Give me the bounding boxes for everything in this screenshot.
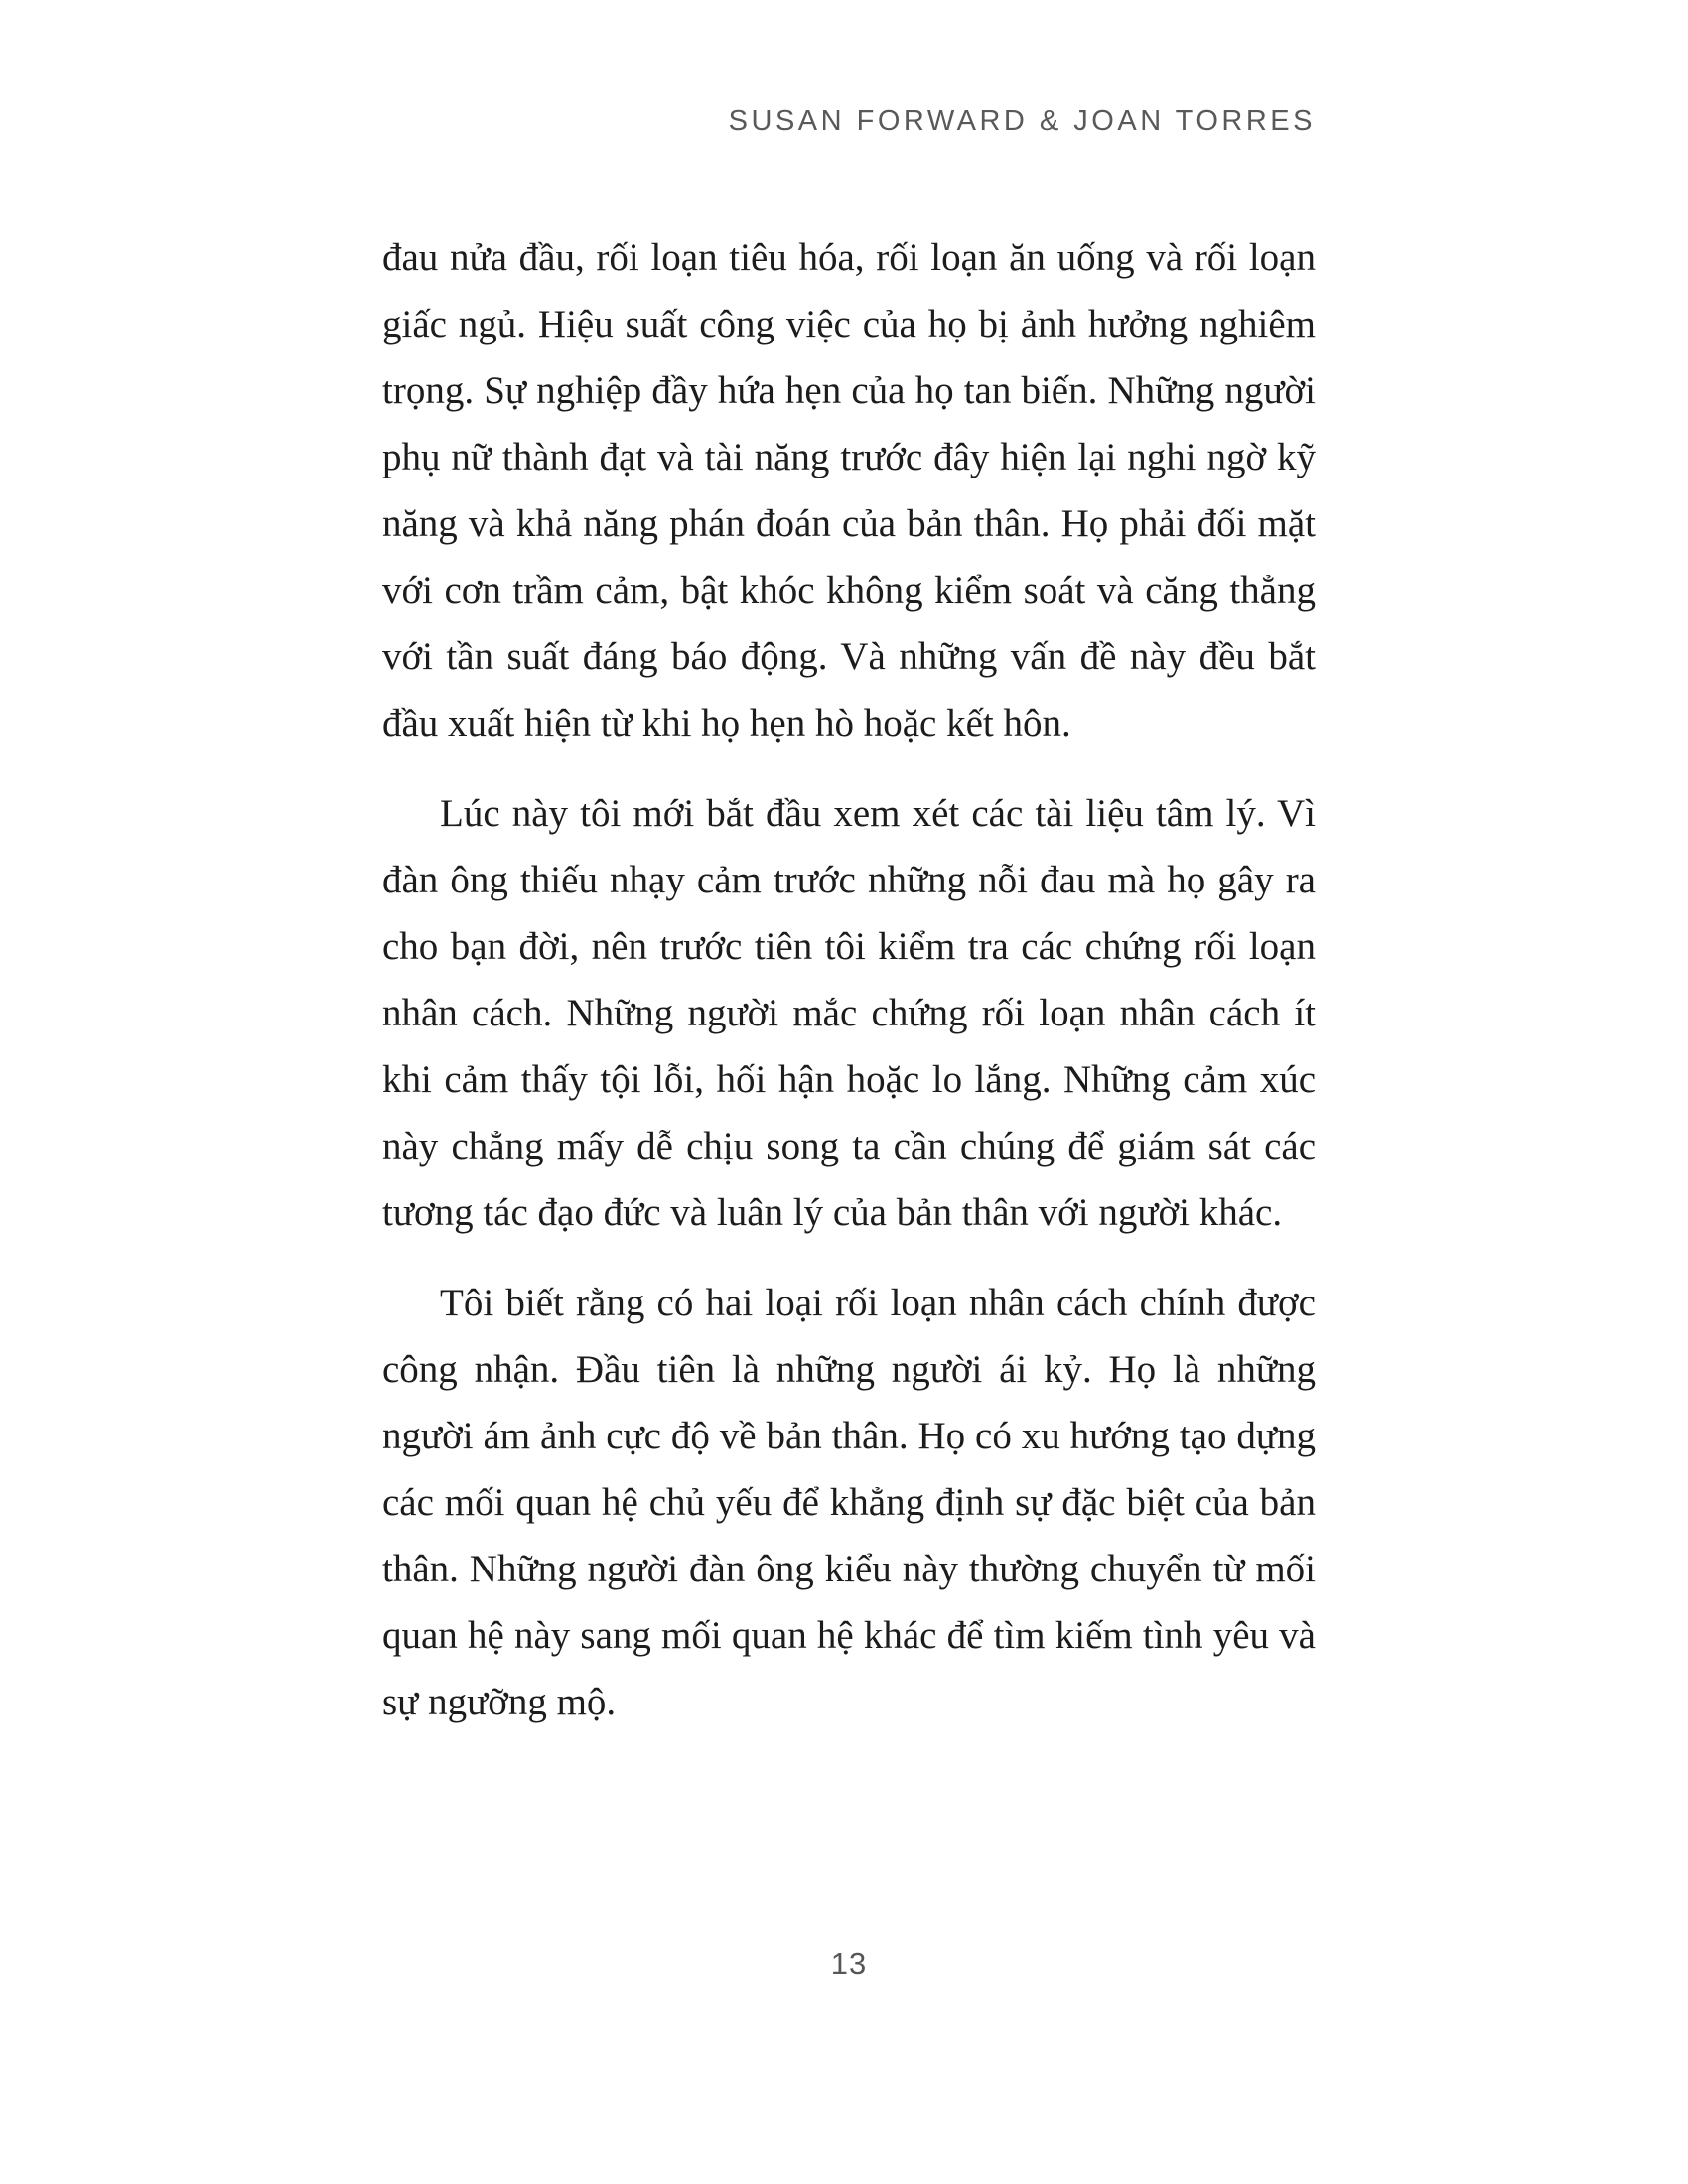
paragraph: Tôi biết rằng có hai loại rối loạn nhân cách chính được công nhận. Đầu tiên là những người ái kỷ. Họ là những người ám ảnh cực độ về bản thân. Họ có xu hướng tạo dựng các mối quan hệ chủ yếu để khẳng định sự đặc biệt của bản thân. Những người đàn ông kiểu này thường chuyển từ mối quan hệ này sang mối quan hệ khác để tìm kiếm tình yêu và sự ngưỡng mộ. [382,1282,1316,1723]
page-number: 13 [830,1946,868,1980]
running-head [382,105,1316,138]
page-footer [382,1946,1316,1981]
page-body [382,224,1316,1759]
paragraph: Lúc này tôi mới bắt đầu xem xét các tài liệu tâm lý. Vì đàn ông thiếu nhạy cảm trước những nỗi đau mà họ gây ra cho bạn đời, nên trước tiên tôi kiểm tra các chứng rối loạn nhân cách. Những người mắc chứng rối loạn nhân cách ít khi cảm thấy tội lỗi, hối hận hoặc lo lắng. Những cảm xúc này chẳng mấy dễ chịu song ta cần chúng để giám sát các tương tác đạo đức và luân lý của bản thân với người khác. [382,792,1316,1234]
paragraph: đau nửa đầu, rối loạn tiêu hóa, rối loạn ăn uống và rối loạn giấc ngủ. Hiệu suất công việc của họ bị ảnh hưởng nghiêm trọng. Sự nghiệp đầy hứa hẹn của họ tan biến. Những người phụ nữ thành đạt và tài năng trước đây hiện lại nghi ngờ kỹ năng và khả năng phán đoán của bản thân. Họ phải đối mặt với cơn trầm cảm, bật khóc không kiểm soát và căng thẳng với tần suất đáng báo động. Và những vấn đề này đều bắt đầu xuất hiện từ khi họ hẹn hò hoặc kết hôn. [382,236,1316,745]
running-head-text: SUSAN FORWARD & JOAN TORRES [728,105,1316,137]
